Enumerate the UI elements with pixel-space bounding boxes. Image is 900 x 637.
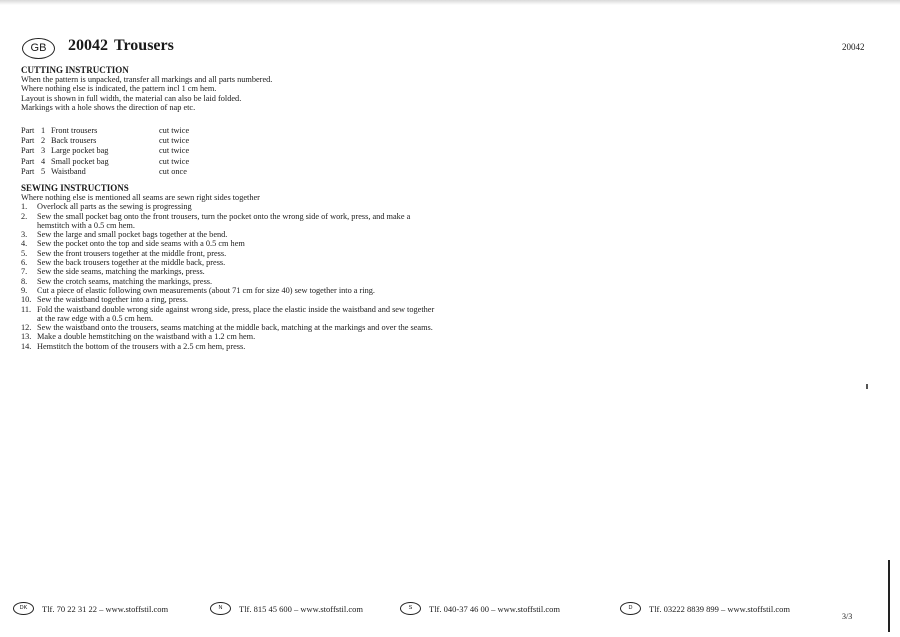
sewing-step (21, 277, 441, 286)
part-name: Front trousers (51, 126, 98, 135)
part-label: Part (21, 146, 35, 156)
part-cut: cut twice (159, 136, 190, 146)
cutting-section (21, 65, 272, 113)
step-text: Sew the front trousers together at the middle front, press. (37, 248, 227, 258)
part-number: 4 (41, 156, 46, 166)
sewing-step (21, 323, 441, 332)
part-name: Large pocket bag (51, 146, 109, 156)
step-text: Sew the waistband together into a ring, press. (37, 295, 188, 305)
step-number: 13. (21, 332, 32, 342)
step-number: 5. (21, 248, 28, 258)
step-text: Sew the pocket onto the top and side seams with a 0.5 cm hem (37, 239, 245, 249)
step-text: Sew the side seams, matching the markings, press. (37, 267, 205, 277)
sewing-step (21, 212, 441, 231)
page-title (68, 37, 180, 55)
footer-contact-s (400, 602, 560, 615)
pattern-number: 20042 (68, 37, 108, 54)
step-number: 9. (21, 285, 28, 295)
part-number: 2 (41, 136, 46, 146)
step-number: 4. (21, 239, 28, 249)
part-label: Part (21, 166, 35, 176)
sewing-steps (21, 202, 441, 351)
footer-contact-text: Tlf. 815 45 600 – www.stoffstil.com (239, 603, 363, 614)
pattern-title: Trousers (114, 37, 174, 54)
scan-top-edge (0, 0, 900, 5)
step-text: Overlock all parts as the sewing is progressing (37, 202, 192, 212)
step-text: Sew the small pocket bag onto the front trousers, turn the pocket onto the wrong side of work, press, and make a hemstitch with a 0.5 cm hem. (37, 211, 411, 230)
cutting-line: Where nothing else is indicated, the pattern incl 1 cm hem. (21, 84, 217, 94)
part-number: 3 (41, 146, 46, 156)
step-text: Sew the waistband onto the trousers, seams matching at the middle back, matching at the markings and over the seams. (37, 323, 433, 333)
step-text: Fold the waistband double wrong side against wrong side, press, place the elastic inside the waistband and sew together at the raw edge with a 0.5 cm hem. (37, 304, 435, 323)
sewing-step (21, 230, 441, 239)
sewing-step (21, 258, 441, 267)
step-text: Sew the back trousers together at the middle back, press. (37, 258, 226, 268)
part-cut: cut twice (159, 146, 190, 156)
sewing-step (21, 305, 441, 324)
part-number: 1 (41, 126, 46, 135)
part-name: Small pocket bag (51, 156, 109, 166)
step-text: Hemstitch the bottom of the trousers with a 2.5 cm hem, press. (37, 341, 246, 351)
part-cut: cut once (159, 166, 187, 176)
part-cut: cut twice (159, 126, 190, 135)
cutting-line: Markings with a hole shows the direction of nap etc. (21, 103, 196, 113)
step-number: 14. (21, 341, 32, 351)
sewing-step (21, 332, 441, 341)
country-badge-d: D (620, 602, 641, 615)
country-badge-s: S (400, 602, 421, 615)
part-name: Waistband (51, 166, 86, 176)
part-number: 5 (41, 166, 46, 176)
page-number: 3/3 (842, 612, 853, 621)
step-text: Sew the crotch seams, matching the markings, press. (37, 276, 213, 286)
step-number: 10. (21, 295, 32, 305)
part-cut: cut twice (159, 156, 190, 166)
country-badge-gb: GB (22, 38, 55, 59)
scan-mark (866, 384, 868, 389)
footer-contact-text: Tlf. 040-37 46 00 – www.stoffstil.com (429, 603, 561, 614)
sewing-step (21, 202, 441, 211)
country-badge-n: N (210, 602, 231, 615)
sewing-step (21, 286, 441, 295)
cutting-line: When the pattern is unpacked, transfer all markings and all parts numbered. (21, 75, 273, 84)
part-name: Back trousers (51, 136, 97, 146)
scan-right-edge (888, 560, 890, 632)
part-label: Part (21, 136, 35, 146)
sewing-heading: SEWING INSTRUCTIONS (21, 183, 129, 193)
sewing-step (21, 239, 441, 248)
cutting-heading: CUTTING INSTRUCTION (21, 65, 129, 75)
sewing-step (21, 267, 441, 276)
step-number: 6. (21, 258, 28, 268)
step-number: 11. (21, 304, 32, 314)
step-text: Make a double hemstitching on the waistband with a 1.2 cm hem. (37, 332, 256, 342)
step-number: 8. (21, 276, 28, 286)
sewing-step (21, 249, 441, 258)
footer-contact-text: Tlf. 03222 8839 899 – www.stoffstil.com (649, 603, 790, 614)
step-number: 3. (21, 230, 28, 240)
footer-contact-n (210, 602, 363, 615)
footer-contact-d (620, 602, 790, 615)
country-badge-dk: DK (13, 602, 34, 615)
step-number: 2. (21, 211, 28, 221)
step-text: Cut a piece of elastic following own measurements (about 71 cm for size 40) sew together into a ring. (37, 285, 376, 295)
step-number: 12. (21, 323, 32, 333)
sewing-section (21, 183, 441, 351)
pattern-code: 20042 (842, 42, 865, 52)
part-label: Part (21, 156, 35, 166)
cutting-line: Layout is shown in full width, the material can also be laid folded. (21, 93, 242, 103)
step-number: 7. (21, 267, 28, 277)
step-text: Sew the large and small pocket bags together at the bend. (37, 230, 228, 240)
footer-contact-text: Tlf. 70 22 31 22 – www.stoffstil.com (42, 603, 169, 614)
step-number: 1. (21, 202, 28, 212)
footer-contact-dk (13, 602, 168, 615)
sewing-intro: Where nothing else is mentioned all seams are sewn right sides together (21, 193, 260, 202)
sewing-step (21, 342, 441, 351)
part-label: Part (21, 126, 35, 135)
sewing-step (21, 295, 441, 304)
